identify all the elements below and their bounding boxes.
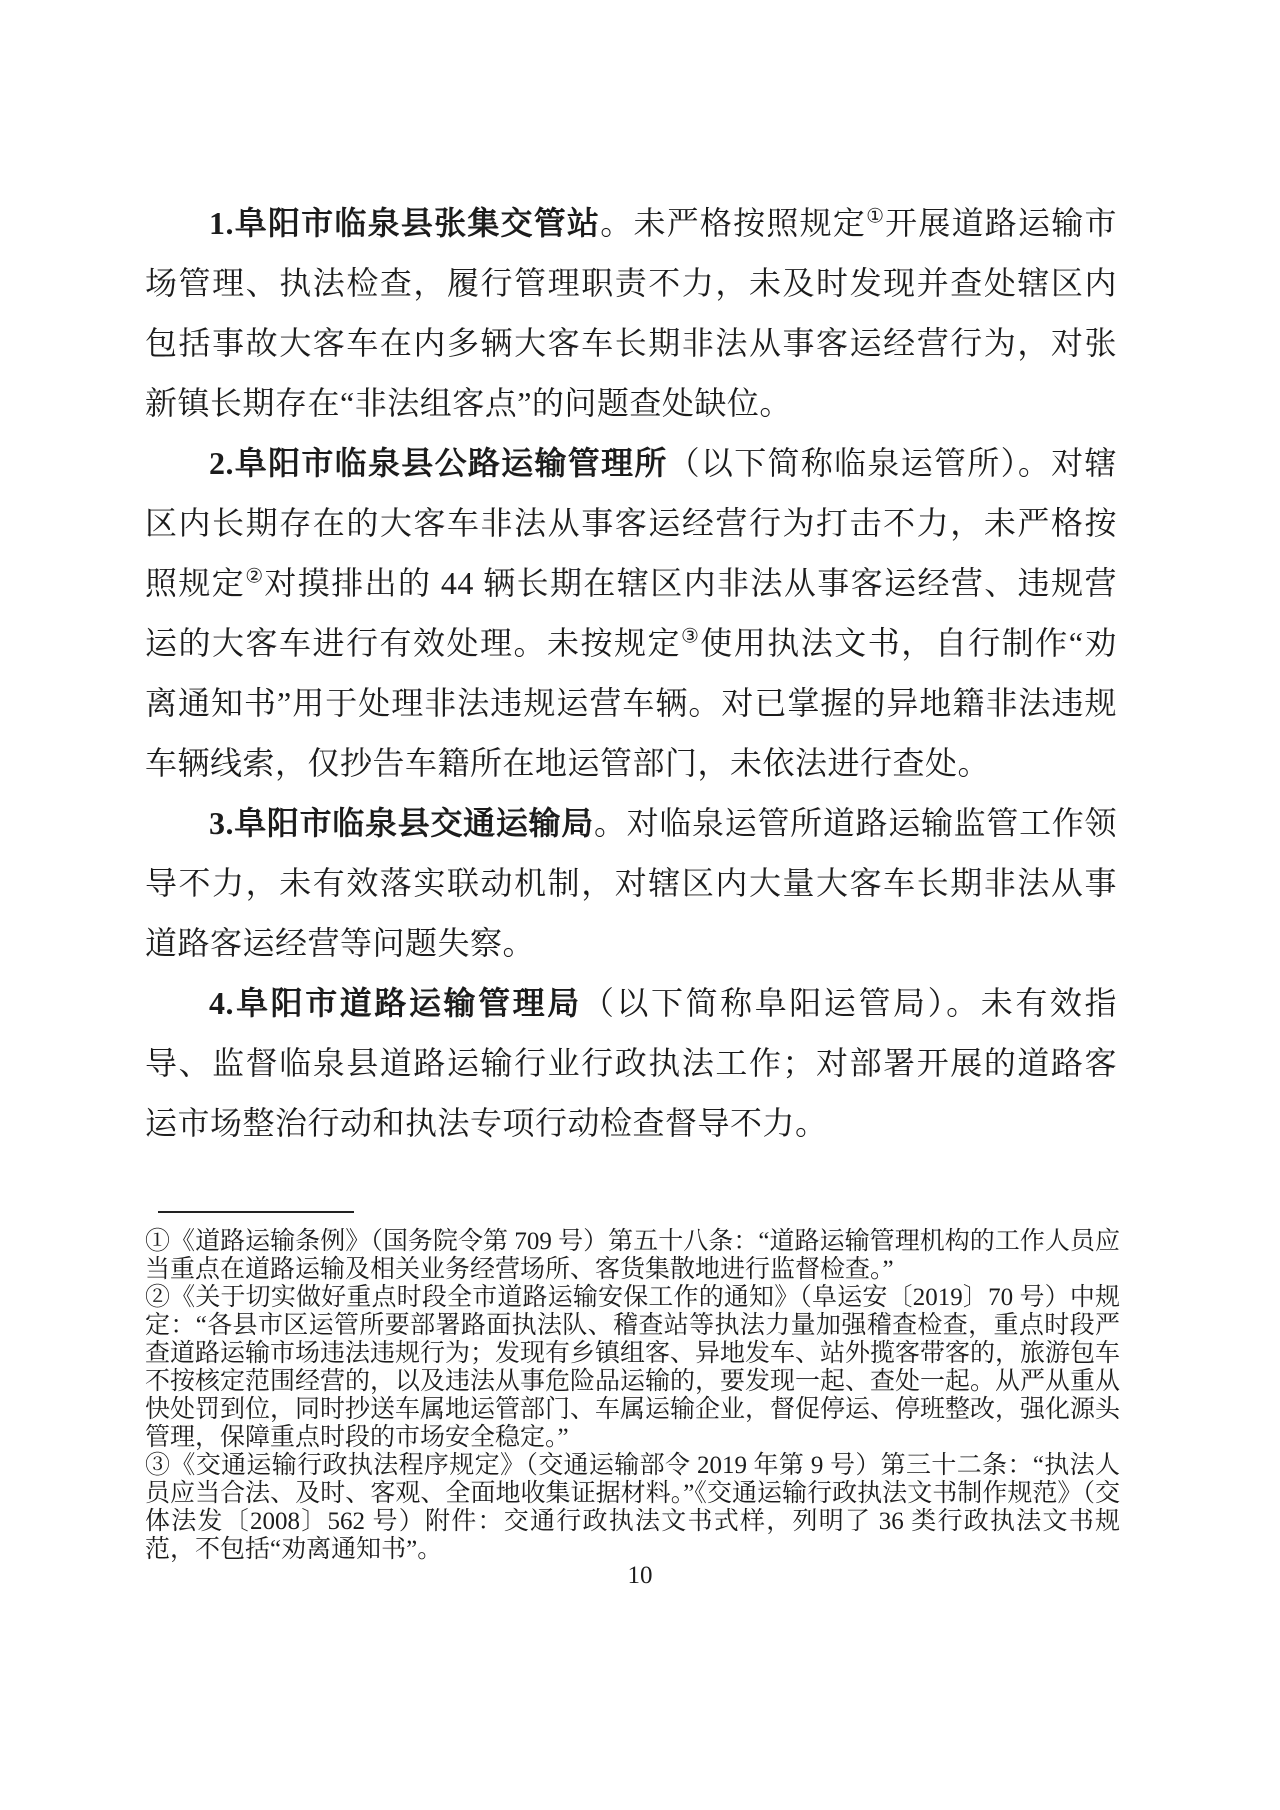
- body-text-segment: 使用执法文书，自行制作“劝离通知书”用于处理非法违规运营车辆。对已掌握的异地籍非法违规车辆线索，仅抄告车籍所在地运管部门，未依法进行查处。: [145, 625, 1117, 781]
- footnote-separator: [158, 1211, 354, 1213]
- footnote: ③《交通运输行政执法程序规定》（交通运输部令 2019 年第 9 号）第三十二条：“执法人员应当合法、及时、客观、全面地收集证据材料。”《交通运输行政执法文书制作规范》（交体法发〔2008〕562 号）附件：交通行政执法文书式样，列明了 36 类行政执法文书规范，不包括“劝离通知书”。: [145, 1452, 1120, 1563]
- body-text-segment: （以下简称临泉运管所）。对辖区内长期存在的大客车非法从事客运经营行为打击不力，未严格按照规定: [145, 445, 1117, 601]
- page-number: 10: [627, 1562, 653, 1589]
- footnote: ①《道路运输条例》（国务院令第 709 号）第五十八条：“道路运输管理机构的工作人员应当重点在道路运输及相关业务经营场所、客货集散地进行监督检查。”: [145, 1228, 1120, 1283]
- footnote-ref: ③: [681, 625, 701, 648]
- body-text-segment: 。未严格按照规定: [600, 205, 867, 241]
- body-paragraph: [145, 433, 1117, 793]
- body-text-segment: 对摸排出的 44 辆长期在辖区内非法从事客运经营、违规营运的大客车进行有效处理。未按规定: [145, 565, 1117, 661]
- footnote: ②《关于切实做好重点时段全市道路运输安保工作的通知》（阜运安〔2019〕70 号）中规定：“各县市区运管所要部署路面执法队、稽查站等执法力量加强稽查检查，重点时段严查道路运输市场违法违规行为；发现有乡镇组客、异地发车、站外揽客带客的，旅游包车不按核定范围经营的，以及违法从事危险品运输的，要发现一起、查处一起。从严从重从快处罚到位，同时抄送车属地运管部门、车属运输企业，督促停运、停班整改，强化源头管理，保障重点时段的市场安全稳定。”: [145, 1284, 1121, 1451]
- entity-name: 3.阜阳市临泉县交通运输局: [209, 805, 594, 841]
- body-paragraph: [145, 193, 1117, 433]
- body-paragraph: [145, 973, 1117, 1153]
- footnotes: [145, 1228, 1120, 1564]
- entity-name: 4.阜阳市道路运输管理局: [209, 985, 582, 1021]
- entity-name: 1.阜阳市临泉县张集交管站: [209, 205, 601, 241]
- body-text-segment: （以下简称阜阳运管局）。未有效指导、监督临泉县道路运输行业行政执法工作；对部署开展的道路客运市场整治行动和执法专项行动检查督导不力。: [145, 985, 1117, 1141]
- footnote-ref: ②: [245, 565, 265, 588]
- body-text-segment: 开展道路运输市场管理、执法检查，履行管理职责不力，未及时发现并查处辖区内包括事故大客车在内多辆大客车长期非法从事客运经营行为，对张新镇长期存在“非法组客点”的问题查处缺位。: [145, 205, 1117, 421]
- body-text-segment: 。对临泉运管所道路运输监管工作领导不力，未有效落实联动机制，对辖区内大量大客车长期非法从事道路客运经营等问题失察。: [145, 805, 1117, 961]
- document-body: [145, 193, 1117, 1153]
- body-paragraph: [145, 793, 1117, 973]
- footnote-ref: ①: [866, 205, 886, 228]
- entity-name: 2.阜阳市临泉县公路运输管理所: [209, 445, 668, 481]
